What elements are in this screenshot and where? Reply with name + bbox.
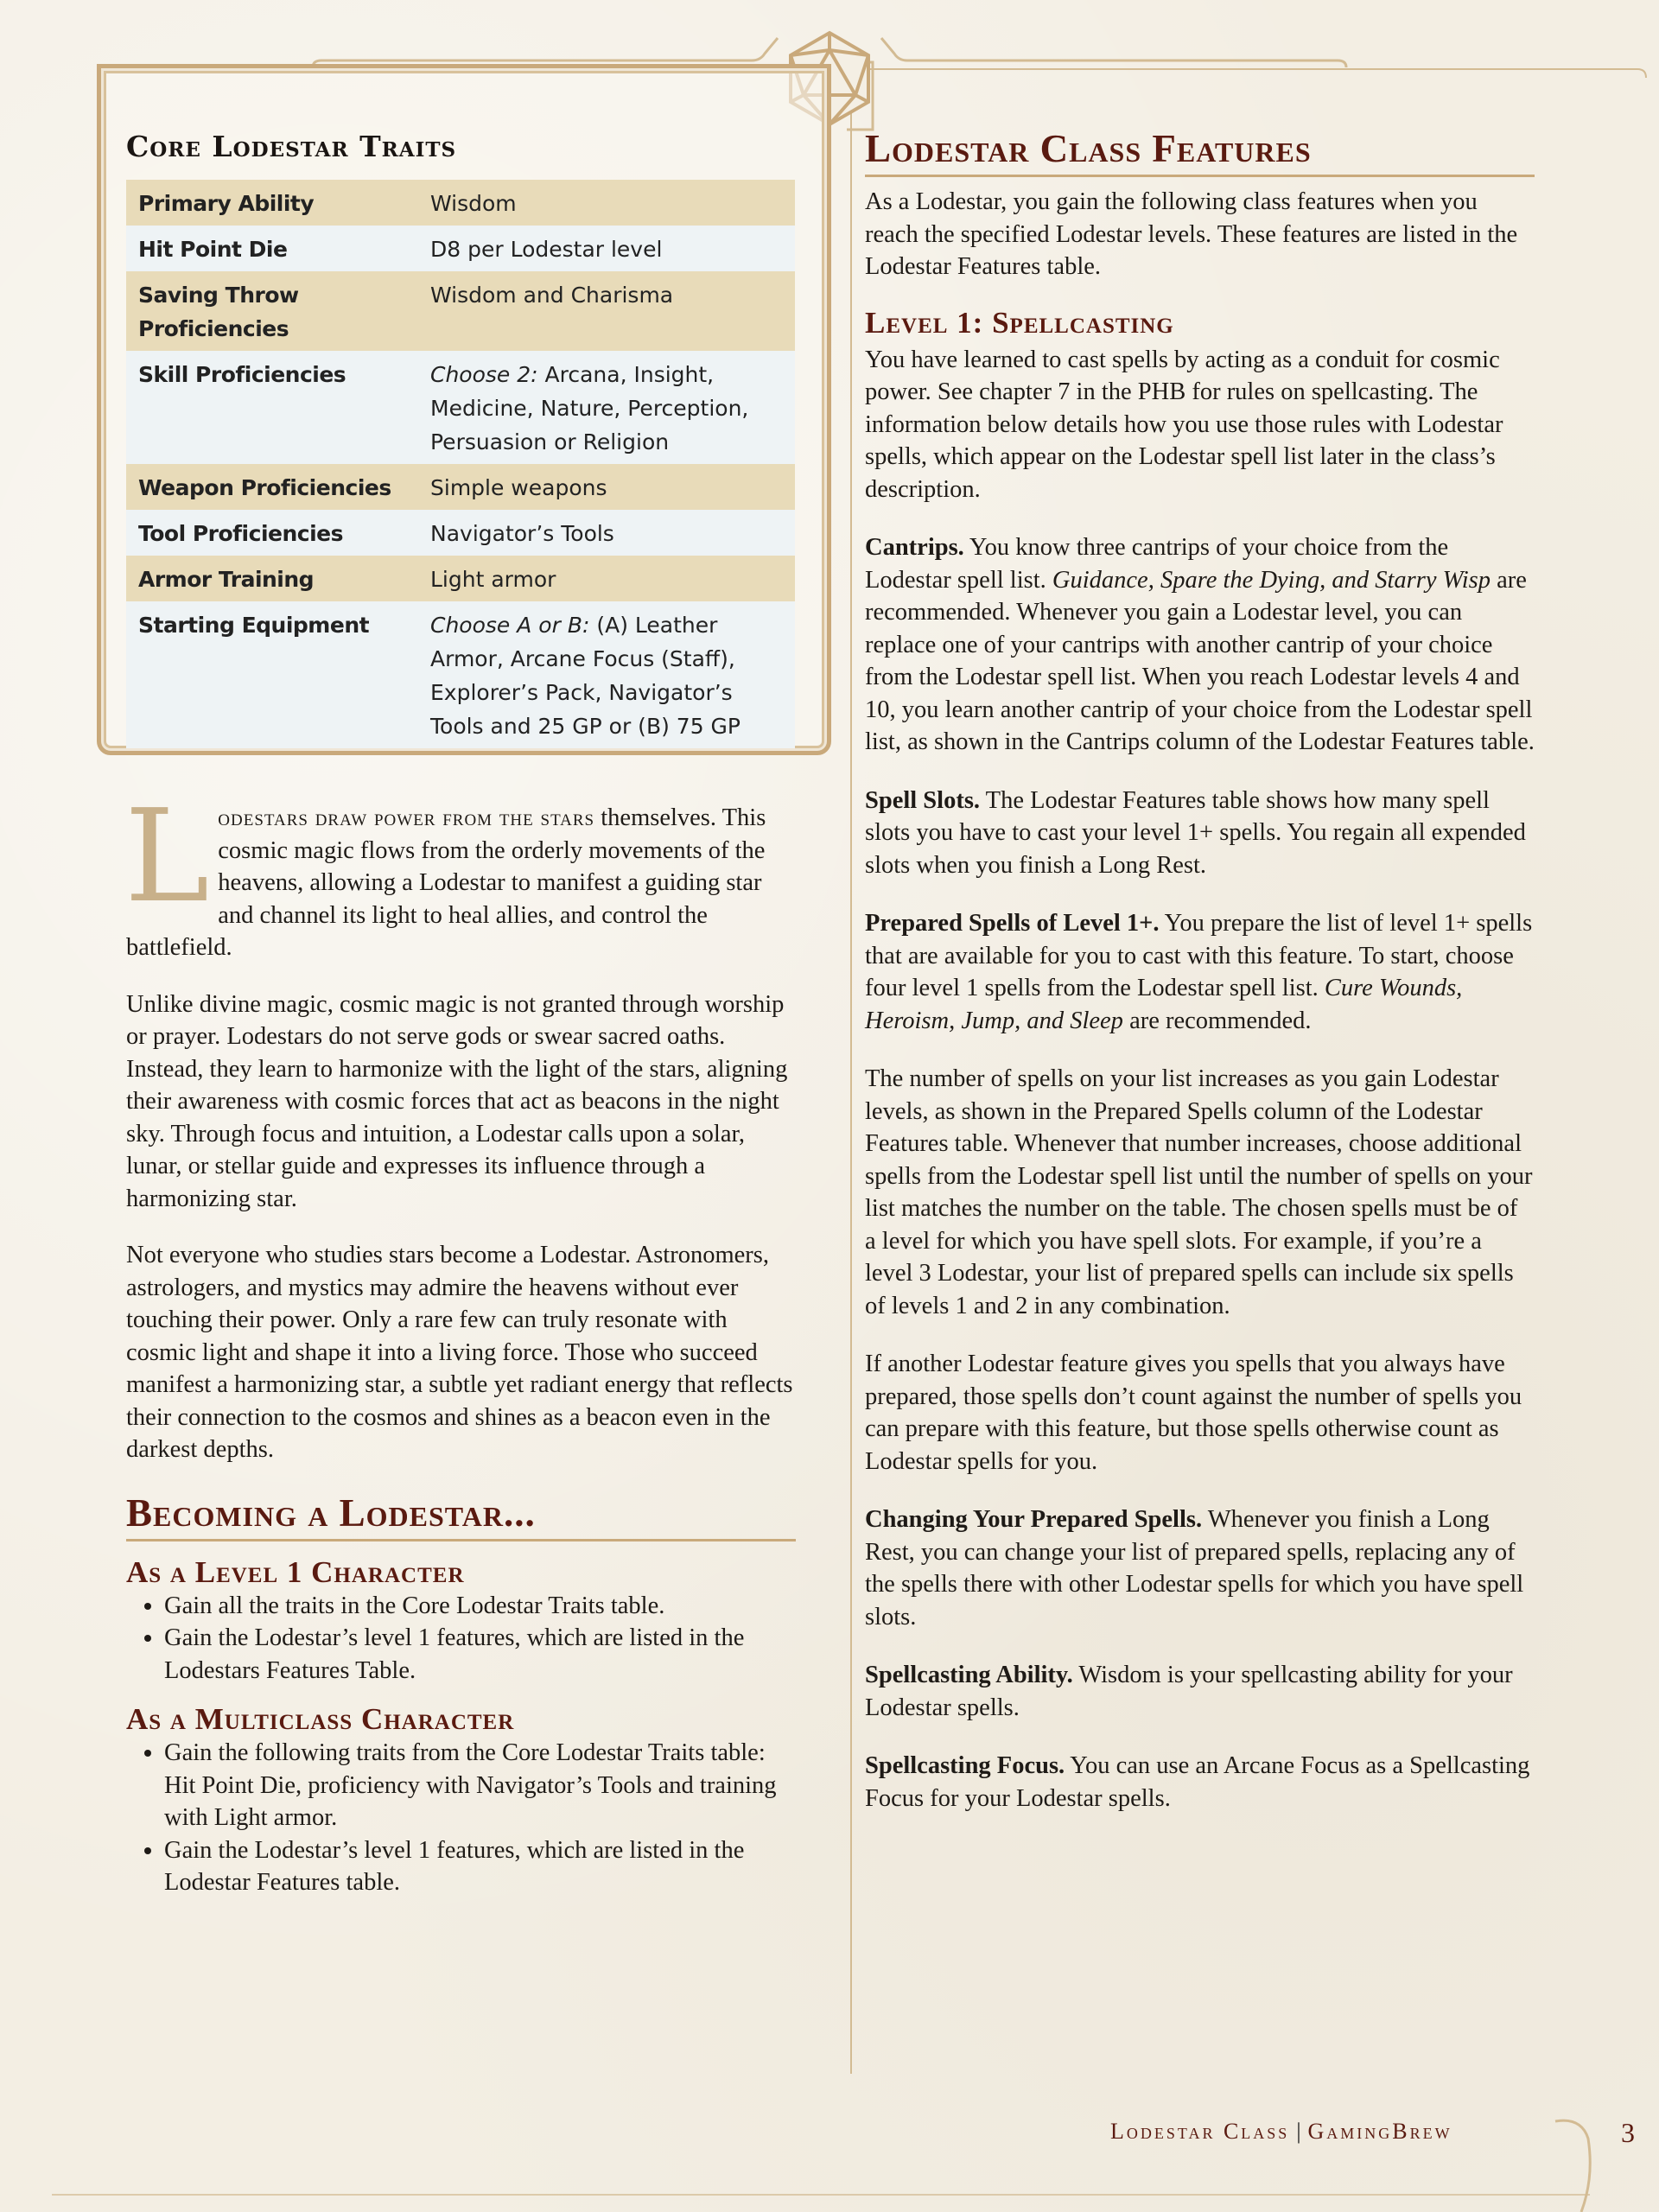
intro-section bbox=[124, 782, 796, 1899]
level1-heading: As a Level 1 Character bbox=[126, 1554, 465, 1589]
list-item: • Gain all the traits in the Core Lodestar Traits table. bbox=[164, 1590, 796, 1623]
trait-label: Primary Ability bbox=[138, 191, 315, 216]
trait-value-text: Arcana, Insight, Medicine, Nature, Perception, Persuasion or Religion bbox=[430, 362, 749, 454]
intro-paragraph-3: Not everyone who studies stars become a Lodestar. Astronomers, astrologers, and mystics may admire the heavens without ever touching their power. Only a rare few can truly resonate with cosmic light and shape it into a living force. Those who succeed manifest a harmonizing star, a subtle yet radiant energy that reflects their connection to the cosmos and shines as a beacon even in the darkest depths. bbox=[126, 1242, 793, 1463]
page-footer bbox=[1110, 2119, 1452, 2145]
trait-value: Wisdom bbox=[430, 191, 517, 216]
spellcasting-focus-lead: Spellcasting Focus. bbox=[865, 1752, 1065, 1779]
spellcasting-intro: You have learned to cast spells by acting as a conduit for cosmic power. See chapter 7 in the PHB for rules on spellcasting. The information below details how you use those rules with Lodestar spells, which appear on the Lodestar spell list later in the class’s description. bbox=[865, 346, 1503, 503]
trait-label: Weapon Proficiencies bbox=[138, 475, 391, 500]
trait-value: Light armor bbox=[430, 567, 556, 592]
intro-paragraph-2: Unlike divine magic, cosmic magic is not granted through worship or prayer. Lodestars do not serve gods or swear sacred oaths. Instead, they learn to harmonize with the light of the stars, aligning their awareness with cosmic forces that act as beacons in the night sky. Through focus and intuition, a Lodestar calls upon a solar, lunar, or stellar guide and expresses its influence through a harmonizing star. bbox=[126, 990, 788, 1212]
trait-value: Simple weapons bbox=[430, 475, 607, 500]
table-row bbox=[126, 510, 795, 556]
cantrips-paragraph bbox=[865, 531, 1535, 759]
prepared-spells-text-a: You prepare the list of level 1+ spells that are available for you to cast with this feature. To start, choose four level 1 spells from the Lodestar spell list. bbox=[865, 910, 1533, 1001]
changing-spells-text: Whenever you finish a Long Rest, you can change your list of prepared spells, replacing any of the spells there with other Lodestar spells for which you have spell slots. bbox=[865, 1506, 1524, 1630]
table-row bbox=[126, 351, 795, 464]
always-prepared-paragraph: If another Lodestar feature gives you spells that you always have prepared, those spells don’t count against the number of spells you can prepare with this feature, but those spells otherwise count as Lodestar spells for you. bbox=[865, 1351, 1522, 1475]
table-row bbox=[126, 556, 795, 601]
table-row bbox=[126, 271, 795, 351]
trait-label: Armor Training bbox=[138, 567, 315, 592]
changing-spells-lead: Changing Your Prepared Spells. bbox=[865, 1506, 1203, 1533]
prepared-spells-lead: Prepared Spells of Level 1+. bbox=[865, 910, 1160, 937]
number-of-spells-paragraph: The number of spells on your list increases as you gain Lodestar levels, as shown in the Prepared Spells column of the Lodestar Features table. Whenever that number increases, choose additional spells from the Lodestar spell list until the number of spells on your list matches the number on the table. The chosen spells must be of a level for which you have spell slots. For example, if you’re a level 3 Lodestar, your list of prepared spells can include six spells of levels 1 and 2 in any combination. bbox=[865, 1065, 1533, 1319]
spellcasting-ability-text: Wisdom is your spellcasting ability for your Lodestar spells. bbox=[865, 1662, 1513, 1721]
prepared-spells-recommended: Cure Wounds, Heroism, Jump, and Sleep bbox=[865, 975, 1463, 1034]
trait-value: D8 per Lodestar level bbox=[430, 237, 663, 262]
spell-slots-text: The Lodestar Features table shows how many spell slots you have to cast your level 1+ spells. You regain all expended slots when you finish a Long Rest. bbox=[865, 786, 1526, 879]
multiclass-heading: As a Multiclass Character bbox=[126, 1702, 515, 1736]
prepared-spells-paragraph bbox=[865, 907, 1535, 1037]
trait-label: Saving Throw Proficiencies bbox=[138, 283, 299, 341]
trait-value bbox=[418, 351, 795, 464]
cantrips-text-b: are recommended. Whenever you gain a Lodestar level, you can replace one of your cantrips with another cantrip of your choice from the Lodestar spell list. When you reach Lodestar levels 4 and 10, you learn another cantrip of your choice from the Lodestar spell list, as shown in the Cantrips column of the Lodestar Features table. bbox=[865, 566, 1535, 755]
spellcasting-ability-paragraph bbox=[865, 1659, 1535, 1724]
trait-label: Hit Point Die bbox=[138, 237, 288, 262]
features-section bbox=[865, 126, 1535, 1815]
table-row bbox=[126, 226, 795, 271]
multiclass-list bbox=[126, 1737, 796, 1899]
table-row bbox=[126, 180, 795, 226]
footer-title: Lodestar Class bbox=[1110, 2119, 1290, 2144]
trait-value: Wisdom and Charisma bbox=[430, 283, 674, 308]
traits-table bbox=[126, 180, 795, 748]
table-row bbox=[126, 601, 795, 748]
spellcasting-focus-text: You can use an Arcane Focus as a Spellcasting Focus for your Lodestar spells. bbox=[865, 1752, 1530, 1812]
intro-paragraph-1 bbox=[124, 782, 796, 964]
spellcasting-heading: Level 1: Spellcasting bbox=[865, 305, 1174, 340]
trait-label: Tool Proficiencies bbox=[138, 521, 343, 546]
trait-value-choice: Choose A or B: bbox=[430, 613, 590, 638]
list-item: • Gain the following traits from the Core Lodestar Traits table: Hit Point Die, proficiency with Navigator’s Tools and training with Light armor. bbox=[164, 1737, 796, 1834]
page-number: 3 bbox=[1621, 2117, 1635, 2148]
list-item: • Gain the Lodestar’s level 1 features, which are listed in the Lodestars Features Table. bbox=[164, 1622, 796, 1687]
spell-slots-paragraph bbox=[865, 785, 1535, 882]
drop-cap: L bbox=[124, 782, 210, 931]
features-heading: Lodestar Class Features bbox=[865, 126, 1535, 177]
prepared-spells-text-b: are recommended. bbox=[1122, 1007, 1312, 1034]
footer-separator: | bbox=[1296, 2119, 1301, 2144]
changing-spells-paragraph bbox=[865, 1503, 1535, 1633]
spellcasting-ability-lead: Spellcasting Ability. bbox=[865, 1662, 1073, 1688]
trait-label: Starting Equipment bbox=[138, 613, 370, 638]
cantrips-recommended: Guidance, Spare the Dying, and Starry Wisp bbox=[1052, 566, 1491, 594]
footer-publisher: GamingBrew bbox=[1307, 2119, 1452, 2144]
list-item: • Gain the Lodestar’s level 1 features, which are listed in the Lodestar Features table. bbox=[164, 1834, 796, 1899]
spellcasting-focus-paragraph bbox=[865, 1750, 1535, 1815]
features-intro: As a Lodestar, you gain the following class features when you reach the specified Lodestar levels. These features are listed in the Lodestar Features table. bbox=[865, 188, 1518, 280]
trait-value-choice: Choose 2: bbox=[430, 362, 538, 387]
trait-value bbox=[418, 601, 795, 748]
intro-lead-caps: odestars draw power from the stars bbox=[218, 804, 595, 830]
becoming-heading: Becoming a Lodestar... bbox=[126, 1491, 796, 1541]
trait-value-text: (A) Leather Armor, Arcane Focus (Staff), Explorer’s Pack, Navigator’s Tools and 25 GP or (B) 75 GP bbox=[430, 613, 741, 739]
spell-slots-lead: Spell Slots. bbox=[865, 786, 981, 814]
table-row bbox=[126, 464, 795, 510]
traits-title: Core Lodestar Traits bbox=[126, 130, 457, 163]
level1-list bbox=[126, 1590, 796, 1688]
intro-paragraph-1-text: themselves. This cosmic magic flows from the orderly movements of the heavens, allowing a Lodestar to manifest a guiding star and channel its light to heal allies, and control the battlefield. bbox=[126, 804, 766, 961]
trait-label: Skill Proficiencies bbox=[138, 362, 346, 387]
trait-value: Navigator’s Tools bbox=[430, 521, 614, 546]
cantrips-lead: Cantrips. bbox=[865, 534, 964, 561]
cantrips-text-a: You know three cantrips of your choice from the Lodestar spell list. bbox=[865, 534, 1449, 594]
